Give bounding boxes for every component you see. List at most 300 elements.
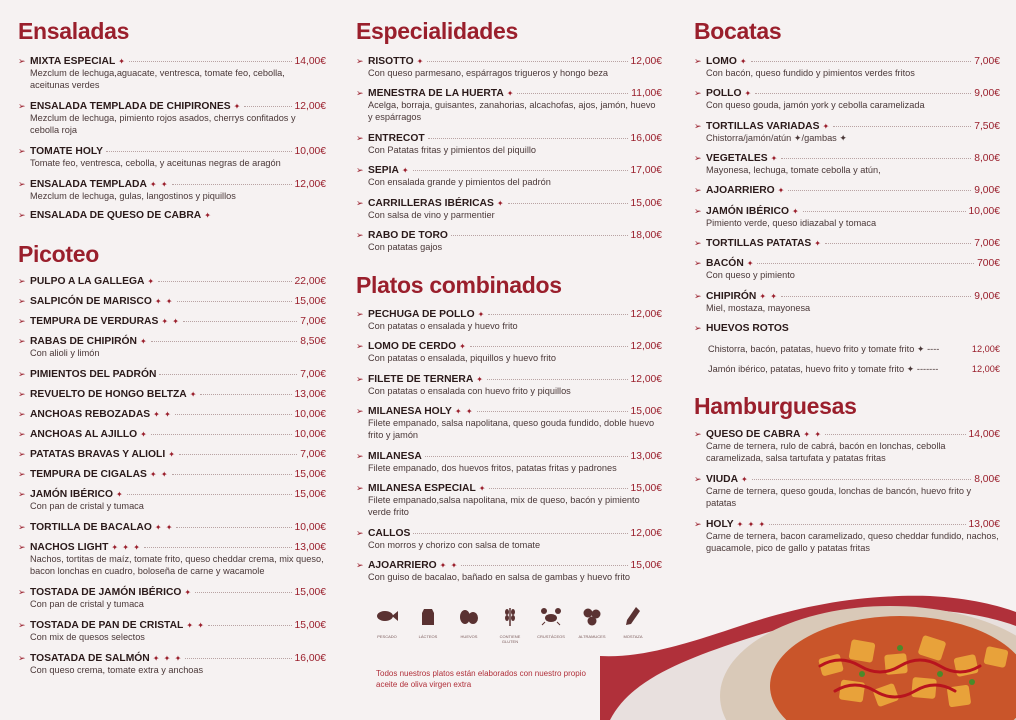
bullet-arrow-icon: ➢ (18, 429, 26, 439)
menu-item-price: 12,00€ (294, 101, 326, 112)
menu-item-description: Pimiento verde, queso idiazabal y tomaca (706, 218, 877, 228)
option-price: 12,00€ (971, 364, 1000, 374)
menu-item-row (356, 374, 662, 385)
leader-dots (751, 61, 972, 62)
allergen-label: ALTRAMUCES (578, 634, 606, 639)
leader-dots (129, 61, 292, 62)
leader-dots (179, 454, 297, 455)
menu-item (18, 316, 326, 327)
leader-dots (177, 301, 292, 302)
menu-item (694, 206, 1000, 230)
leader-dots (208, 625, 292, 626)
section-title-hamburguesas: Hamburguesas (694, 393, 857, 419)
menu-item-price: 7,00€ (300, 316, 326, 327)
bullet-arrow-icon: ➢ (18, 389, 26, 399)
menu-item (18, 146, 326, 170)
menu-item-description: Carne de ternera, queso gouda, lonchas de bancón, huevo frito y patatas (706, 486, 972, 508)
bullet-arrow-icon: ➢ (694, 206, 702, 216)
menu-item (356, 483, 662, 518)
allergen-label: CONTIENE GLUTEN (499, 634, 521, 644)
allergen-marker-icon: ✦ ✦ (161, 317, 180, 326)
menu-item-row (356, 133, 662, 144)
leader-dots (151, 434, 292, 435)
menu-item-name: TOSTADA DE JAMÓN IBÉRICO (30, 587, 182, 598)
menu-item-description: Mezclum de lechuga, gulas, langostinos y piquillos (30, 191, 236, 201)
allergen-dairy (411, 606, 445, 644)
menu-item-name: ENTRECOT (368, 133, 425, 144)
menu-item-price: 12,00€ (630, 374, 662, 385)
allergen-crustacean (534, 606, 568, 644)
bullet-arrow-icon: ➢ (18, 101, 26, 111)
menu-item-row (356, 528, 662, 539)
bullet-arrow-icon: ➢ (694, 519, 702, 529)
bullet-arrow-icon: ➢ (694, 291, 702, 301)
allergen-marker-icon: ✦ (139, 337, 148, 346)
bullet-arrow-icon: ➢ (356, 165, 364, 175)
menu-item-description: Mezclum de lechuga,aguacate, ventresca, tomate feo, cebolla, aceitunas verdes (30, 68, 285, 90)
leader-dots (470, 346, 628, 347)
bullet-arrow-icon: ➢ (18, 56, 26, 66)
allergen-label: LÁCTEOS (418, 634, 438, 639)
section-title-picoteo: Picoteo (18, 241, 99, 267)
menu-item (18, 542, 326, 577)
menu-item (694, 185, 1000, 196)
menu-item-description: Con pan de cristal y tumaca (30, 599, 144, 609)
menu-item-price: 10,00€ (294, 409, 326, 420)
leader-dots (172, 474, 292, 475)
menu-item-description: Con Patatas fritas y pimientos del piquillo (368, 145, 537, 155)
allergen-marker-icon: ✦ (233, 102, 242, 111)
menu-item-price: 9,00€ (974, 185, 1000, 196)
menu-item-price: 12,00€ (294, 179, 326, 190)
allergen-marker-icon: ✦ (118, 57, 126, 66)
menu-item-row (356, 56, 662, 67)
allergen-marker-icon: ✦ ✦ (154, 297, 174, 306)
menu-item (694, 88, 1000, 112)
menu-item-row (694, 291, 1000, 302)
menu-item-row (18, 542, 326, 553)
allergen-marker-icon: ✦ (814, 239, 822, 248)
menu-item-name: MILANESA HOLY (368, 406, 452, 417)
menu-item (694, 56, 1000, 80)
menu-item-price: 13,00€ (968, 519, 1000, 530)
menu-item (356, 341, 662, 365)
section-title-platos-combinados: Platos combinados (356, 272, 562, 298)
leader-dots (825, 434, 965, 435)
bullet-arrow-icon: ➢ (18, 449, 26, 459)
bullet-arrow-icon: ➢ (356, 88, 364, 98)
menu-item-row (18, 620, 326, 631)
menu-item (356, 451, 662, 475)
allergen-marker-icon: ✦ ✦ (154, 523, 174, 532)
bullet-arrow-icon: ➢ (694, 258, 702, 268)
allergen-marker-icon: ✦ ✦ ✦ (111, 543, 141, 552)
menu-item-name: ENSALADA TEMPLADA (30, 179, 147, 190)
bullet-arrow-icon: ➢ (18, 620, 26, 630)
menu-item-description: Nachos, tortitas de maíz, tomate frito, queso cheddar crema, mix queso, bacon lonchas en cuadro, boloseña de carne y wacamole (30, 554, 324, 576)
menu-item-price: 7,00€ (300, 449, 326, 460)
menu-item-name: SEPIA (368, 165, 399, 176)
option-text: Chistorra, bacón, patatas, huevo frito y tomate frito ✦ ---- (708, 344, 940, 354)
allergen-marker-icon: ✦ ✦ (149, 470, 169, 479)
allergen-marker-icon: ✦ (791, 207, 800, 216)
menu-item-description: Con queso crema, tomate extra y anchoas (30, 665, 204, 675)
leader-dots (127, 494, 292, 495)
milk-jug-icon (417, 606, 439, 626)
bullet-arrow-icon: ➢ (694, 185, 702, 195)
bullet-arrow-icon: ➢ (18, 336, 26, 346)
leader-dots (427, 61, 627, 62)
menu-item-row (18, 296, 326, 307)
menu-item-name: TORTILLAS PATATAS (706, 238, 812, 249)
menu-item-name: PECHUGA DE POLLO (368, 309, 475, 320)
leader-dots (158, 281, 291, 282)
menu-item-description: Filete empanado, salsa napolitana, queso gouda fundido, doble huevo frito y jamón (368, 418, 655, 440)
leader-dots (508, 203, 628, 204)
allergen-marker-icon: ✦ (741, 475, 749, 484)
menu-item-row (18, 369, 326, 380)
menu-item-name: MIXTA ESPECIAL (30, 56, 116, 67)
allergen-label: HUEVOS (460, 634, 478, 639)
bullet-arrow-icon: ➢ (694, 238, 702, 248)
menu-item-name: RABO DE TORO (368, 230, 448, 241)
menu-item-name: PIMIENTOS DEL PADRÓN (30, 369, 157, 380)
allergen-label: MOSTAZA (623, 634, 643, 639)
menu-item-name: QUESO DE CABRA (706, 429, 801, 440)
allergen-marker-icon: ✦ (746, 259, 755, 268)
menu-item-price: 10,00€ (968, 206, 1000, 217)
menu-item-description: Mezclum de lechuga, pimiento rojos asados, cherrys confitados y cebolla roja (30, 113, 296, 135)
bullet-arrow-icon: ➢ (694, 56, 702, 66)
eggs-icon (458, 606, 480, 626)
allergen-marker-icon: ✦ (416, 57, 425, 66)
menu-item-name: TEMPURA DE VERDURAS (30, 316, 159, 327)
allergen-marker-icon: ✦ (115, 490, 124, 499)
bullet-arrow-icon: ➢ (18, 296, 26, 306)
leader-dots (461, 565, 627, 566)
menu-item-price: 8,00€ (974, 153, 1000, 164)
menu-item-row (18, 276, 326, 287)
leader-dots (488, 314, 627, 315)
menu-item-price: 700€ (977, 258, 1000, 269)
bullet-arrow-icon: ➢ (356, 560, 364, 570)
menu-item-price: 12,00€ (630, 341, 662, 352)
menu-item-price: 8,50€ (300, 336, 326, 347)
menu-item-description: Con pan de cristal y tumaca (30, 501, 144, 511)
menu-item-description: Con guiso de bacalao, bañado en salsa de gambas y huevo frito (368, 572, 631, 582)
menu-item-row (694, 323, 1000, 334)
menu-item-row (18, 210, 326, 221)
menu-item-row (694, 121, 1000, 132)
menu-item (356, 374, 662, 398)
menu-item-row (356, 406, 662, 417)
menu-item (18, 369, 326, 380)
bullet-arrow-icon: ➢ (356, 451, 364, 461)
menu-item-description: Carne de ternera, bacon caramelizado, queso cheddar fundido, nachos, guacamole, pico de gallo y patatas fritas (706, 531, 999, 553)
menu-item-price: 16,00€ (630, 133, 662, 144)
menu-item (356, 133, 662, 157)
menu-item (18, 276, 326, 287)
menu-item-description: Con morros y chorizo con salsa de tomate (368, 540, 541, 550)
allergen-fish (370, 606, 404, 644)
allergen-marker-icon: ✦ ✦ (153, 410, 172, 419)
menu-item (694, 519, 1000, 554)
menu-item (694, 323, 1000, 334)
leader-dots (477, 411, 628, 412)
leader-dots (244, 106, 291, 107)
menu-item-description: Tomate feo, ventresca, cebolla, y aceitunas negras de aragón (30, 158, 281, 168)
menu-item-price: 7,00€ (974, 238, 1000, 249)
menu-item-row (694, 153, 1000, 164)
menu-item-description: Con queso y pimiento (706, 270, 795, 280)
leader-dots (176, 527, 291, 528)
menu-item-row (18, 179, 326, 190)
menu-item-name: BACÓN (706, 258, 744, 269)
menu-item-name: REVUELTO DE HONGO BELTZA (30, 389, 187, 400)
menu-item-price: 15,00€ (294, 587, 326, 598)
bullet-arrow-icon: ➢ (694, 153, 702, 163)
menu-item (356, 309, 662, 333)
menu-item (18, 489, 326, 513)
allergen-marker-icon: ✦ (401, 166, 410, 175)
menu-item-name: MILANESA (368, 451, 422, 462)
bullet-arrow-icon: ➢ (18, 316, 26, 326)
menu-item (694, 238, 1000, 249)
menu-item-name: CALLOS (368, 528, 411, 539)
menu-item-price: 18,00€ (630, 230, 662, 241)
bullet-arrow-icon: ➢ (18, 369, 26, 379)
allergen-marker-icon: ✦ (506, 89, 515, 98)
leader-dots (489, 488, 627, 489)
menu-item-name: LOMO (706, 56, 737, 67)
leader-dots (185, 658, 291, 659)
menu-item-price: 10,00€ (294, 429, 326, 440)
menu-item-price: 15,00€ (630, 560, 662, 571)
menu-item-row (356, 88, 662, 99)
menu-item-description: Con queso gouda, jamón york y cebolla caramelizada (706, 100, 925, 110)
leader-dots (159, 374, 297, 375)
leader-dots (172, 184, 292, 185)
menu-item-row (18, 56, 326, 67)
leader-dots (175, 414, 292, 415)
menu-item-price: 15,00€ (294, 469, 326, 480)
allergen-marker-icon: ✦ (204, 211, 212, 220)
menu-item-name: AJOARRIERO (368, 560, 437, 571)
menu-item (694, 121, 1000, 145)
allergen-marker-icon: ✦ ✦ (803, 430, 823, 439)
bullet-arrow-icon: ➢ (18, 276, 26, 286)
bullet-arrow-icon: ➢ (356, 309, 364, 319)
menu-item-row (18, 522, 326, 533)
allergen-marker-icon: ✦ ✦ (439, 561, 459, 570)
leader-dots (487, 379, 628, 380)
leader-dots (195, 592, 291, 593)
menu-item-name: TORTILLAS VARIADAS (706, 121, 820, 132)
menu-item-row (694, 238, 1000, 249)
menu-item-name: RISOTTO (368, 56, 414, 67)
bullet-arrow-icon: ➢ (356, 528, 364, 538)
menu-item-row (694, 429, 1000, 440)
menu-item-price: 14,00€ (968, 429, 1000, 440)
menu-item-price: 10,00€ (294, 146, 326, 157)
menu-item-row (18, 653, 326, 664)
menu-item-description: Mayonesa, lechuga, tomate cebolla y atún, (706, 165, 881, 175)
menu-item-row (694, 88, 1000, 99)
allergen-marker-icon: ✦ ✦ (454, 407, 474, 416)
menu-item (694, 429, 1000, 464)
menu-item (18, 56, 326, 91)
menu-item (18, 389, 326, 400)
allergen-marker-icon: ✦ (184, 588, 193, 597)
leader-dots (803, 211, 966, 212)
fish-icon (376, 606, 398, 626)
allergen-marker-icon: ✦ (770, 154, 779, 163)
menu-item-description: Con mix de quesos selectos (30, 632, 145, 642)
menu-item-name: RABAS DE CHIPIRÓN (30, 336, 137, 347)
menu-item-row (356, 165, 662, 176)
allergen-label: CRUSTÁCEOS (537, 634, 565, 639)
menu-item-name: TOSTADA DE PAN DE CRISTAL (30, 620, 184, 631)
leader-dots (781, 158, 971, 159)
menu-item (356, 88, 662, 123)
bullet-arrow-icon: ➢ (18, 522, 26, 532)
bullet-arrow-icon: ➢ (18, 489, 26, 499)
menu-item (18, 587, 326, 611)
menu-item-description: Con patatas gajos (368, 242, 443, 252)
menu-item-row (356, 198, 662, 209)
menu-item (18, 620, 326, 644)
menu-item-row (18, 336, 326, 347)
menu-item-description: Filete empanado,salsa napolitana, mix de queso, bacón y pimiento verde frito (368, 495, 640, 517)
menu-item (356, 528, 662, 552)
menu-item-price: 15,00€ (630, 198, 662, 209)
allergen-marker-icon: ✦ (496, 199, 505, 208)
menu-item-description: Chistorra/jamón/atún ✦/gambas ✦ (706, 133, 848, 143)
menu-item-row (18, 469, 326, 480)
menu-item-name: POLLO (706, 88, 742, 99)
menu-item-row (18, 429, 326, 440)
menu-item-price: 15,00€ (630, 483, 662, 494)
leader-dots (825, 243, 971, 244)
menu-item-price: 12,00€ (630, 528, 662, 539)
menu-item-row (18, 146, 326, 157)
allergen-label: PESCADO (377, 634, 397, 639)
menu-item (356, 165, 662, 189)
menu-item-row (18, 389, 326, 400)
menu-item (356, 56, 662, 80)
menu-item-description: Con salsa de vino y parmentier (368, 210, 495, 220)
allergen-marker-icon: ✦ (189, 390, 198, 399)
section-title-bocatas: Bocatas (694, 18, 782, 44)
allergen-marker-icon: ✦ (777, 186, 786, 195)
bullet-arrow-icon: ➢ (18, 542, 26, 552)
menu-item-name: CARRILLERAS IBÉRICAS (368, 198, 494, 209)
menu-item-name: NACHOS LIGHT (30, 542, 109, 553)
allergen-marker-icon: ✦ ✦ (149, 180, 169, 189)
allergen-marker-icon: ✦ (478, 484, 487, 493)
allergen-gluten (493, 606, 527, 644)
menu-item (356, 560, 662, 584)
bullet-arrow-icon: ➢ (18, 587, 26, 597)
menu-item-price: 7,00€ (974, 56, 1000, 67)
allergen-marker-icon: ✦ (477, 310, 486, 319)
menu-item-price: 15,00€ (294, 489, 326, 500)
menu-item-price: 13,00€ (294, 389, 326, 400)
menu-item-row (694, 56, 1000, 67)
menu-item-price: 10,00€ (294, 522, 326, 533)
menu-item-name: MILANESA ESPECIAL (368, 483, 476, 494)
menu-item-name: TORTILLA DE BACALAO (30, 522, 152, 533)
menu-item-name: CHIPIRÓN (706, 291, 757, 302)
allergen-marker-icon: ✦ (147, 277, 156, 286)
allergen-marker-icon: ✦ (140, 430, 148, 439)
menu-item-price: 17,00€ (630, 165, 662, 176)
bullet-arrow-icon: ➢ (356, 133, 364, 143)
menu-item-name: ENSALADA TEMPLADA DE CHIPIRONES (30, 101, 231, 112)
menu-item (18, 409, 326, 420)
leader-dots (833, 126, 971, 127)
menu-item-row (18, 587, 326, 598)
menu-item-price: 9,00€ (974, 291, 1000, 302)
allergen-marker-icon: ✦ ✦ ✦ (152, 654, 183, 663)
bullet-arrow-icon: ➢ (356, 374, 364, 384)
huevos-rotos-option (694, 364, 1000, 375)
menu-item (694, 258, 1000, 282)
menu-item-description: Acelga, borraja, guisantes, zanahorias, alcachofas, ajos, jamón, huevo y espárragos (368, 100, 656, 122)
bullet-arrow-icon: ➢ (18, 179, 26, 189)
leader-dots (428, 138, 628, 139)
bullet-arrow-icon: ➢ (18, 146, 26, 156)
menu-item-price: 11,00€ (631, 88, 662, 99)
menu-item-name: SALPICÓN DE MARISCO (30, 296, 152, 307)
menu-item-name: TOMATE HOLY (30, 146, 104, 157)
menu-item-row (356, 483, 662, 494)
menu-item-price: 14,00€ (294, 56, 326, 67)
menu-item (356, 198, 662, 222)
leader-dots (755, 93, 971, 94)
menu-item-price: 15,00€ (294, 620, 326, 631)
leader-dots (200, 394, 291, 395)
bullet-arrow-icon: ➢ (356, 406, 364, 416)
menu-item (18, 653, 326, 677)
allergen-marker-icon: ✦ (822, 122, 831, 131)
bullet-arrow-icon: ➢ (18, 653, 26, 663)
menu-item-description: Miel, mostaza, mayonesa (706, 303, 811, 313)
bullet-arrow-icon: ➢ (694, 323, 702, 333)
menu-item-row (694, 185, 1000, 196)
bullet-arrow-icon: ➢ (356, 483, 364, 493)
menu-item-name: TOSATADA DE SALMÓN (30, 653, 150, 664)
menu-item-description: Con alioli y limón (30, 348, 100, 358)
menu-item-description: Con ensalada grande y pimientos del padrón (368, 177, 551, 187)
leader-dots (413, 533, 627, 534)
menu-item-name: JAMÓN IBÉRICO (30, 489, 113, 500)
menu-item-row (694, 258, 1000, 269)
menu-item-row (356, 560, 662, 571)
menu-item-price: 15,00€ (294, 296, 326, 307)
allergen-marker-icon: ✦ (739, 57, 748, 66)
food-photo-patatas-bravas (600, 586, 1016, 720)
bullet-arrow-icon: ➢ (694, 474, 702, 484)
bullet-arrow-icon: ➢ (18, 210, 26, 220)
menu-item-row (694, 519, 1000, 530)
bullet-arrow-icon: ➢ (356, 198, 364, 208)
allergen-marker-icon: ✦ ✦ (759, 292, 778, 301)
menu-item (694, 291, 1000, 315)
menu-item (18, 469, 326, 480)
option-price: 12,00€ (971, 344, 1000, 354)
bullet-arrow-icon: ➢ (694, 88, 702, 98)
